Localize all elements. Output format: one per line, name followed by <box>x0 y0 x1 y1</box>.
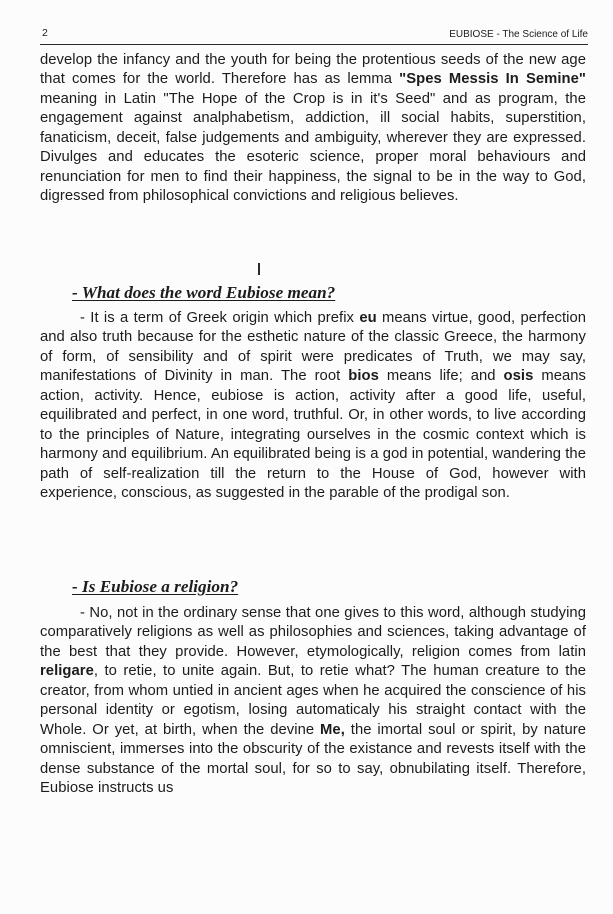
meaning-text-3: means life; and <box>378 368 504 385</box>
running-title: EUBIOSE - The Science of Life <box>449 29 588 40</box>
page-number: 2 <box>42 27 48 39</box>
intro-paragraph <box>40 51 586 207</box>
religion-text-3: the imortal soul or spirit, by nature omniscient, immerses into the obscurity of the existance and revests itself with the dense substance of the mortal soul, for so to say, obnubilating itself. Therefore, Eubiose instructs us <box>40 721 586 797</box>
meaning-text-4: means action, activity. Hence, eubiose is action, activity after a good life, useful, equilibrated and perfect, in one word, truthful. Or, in other words, to live according to the principles of Nature, integrating ourselves in the cosmic context which is harmony and equilibrium. An equilibrated being is a god in potential, wandering the path of self-realization till the return to the House of God, however with experience, conscious, as suggested in the parable of the prodigal son. <box>40 368 586 502</box>
religion-text-1: - No, not in the ordinary sense that one gives to this word, although studying comparatively religions as well as philosophies and sciences, taking advantage of the best that they provide. However, etymologically, religion comes from latin <box>40 605 586 660</box>
meaning-text-2: means virtue, good, perfection and also truth because for the esthetic nature of the classic Greece, the harmony of form, of sensibility and of spirit were predicates of Truth, we may say, manifestations of Divinity in man. The root <box>40 310 586 385</box>
eubiose-religion-paragraph <box>40 604 586 799</box>
meaning-text-1: - It is a term of Greek origin which prefix <box>80 310 360 326</box>
page-header <box>40 26 588 45</box>
intro-text-2: meaning in Latin "The Hope of the Crop is in it's Seed" and as program, the engagement against analphabetism, addiction, ill social habits, superstition, fanaticism, deceit, false judgements and ambiguity, wherever they are expressed. Divulges and educates the esoteric science, proper moral behaviours and renunciation for men to find their happiness, the signal to be in the way to God, digressed from philosophical convictions and religious believes. <box>40 90 586 205</box>
intro-text-1: develop the infancy and the youth for being the protentious seeds of the new age that comes for the world. Therefore has as lemma <box>40 52 586 88</box>
eubiose-meaning-paragraph <box>40 309 586 504</box>
religion-text-2: , to retie, to unite again. But, to retie what? The human creature to the creator, from whom untied in ancient ages when he acquired the conscience of his personal identity or egotism, losing automaticaly his straight contact with the Whole. Or yet, at birth, when the devine <box>40 663 586 738</box>
section-heading-eubiose-religion: - Is Eubiose a religion? <box>72 577 239 596</box>
scan-mark <box>258 263 260 275</box>
intro-lemma: "Spes Messis In Semine" <box>399 71 586 88</box>
section-heading-eubiose-meaning: - What does the word Eubiose mean? <box>72 283 336 302</box>
meaning-term-osis: osis <box>503 368 534 385</box>
meaning-term-bios: bios <box>348 368 379 385</box>
religion-term-me: Me, <box>320 721 345 738</box>
meaning-term-eu: eu <box>359 310 377 326</box>
religion-term-religare: religare <box>40 663 94 680</box>
